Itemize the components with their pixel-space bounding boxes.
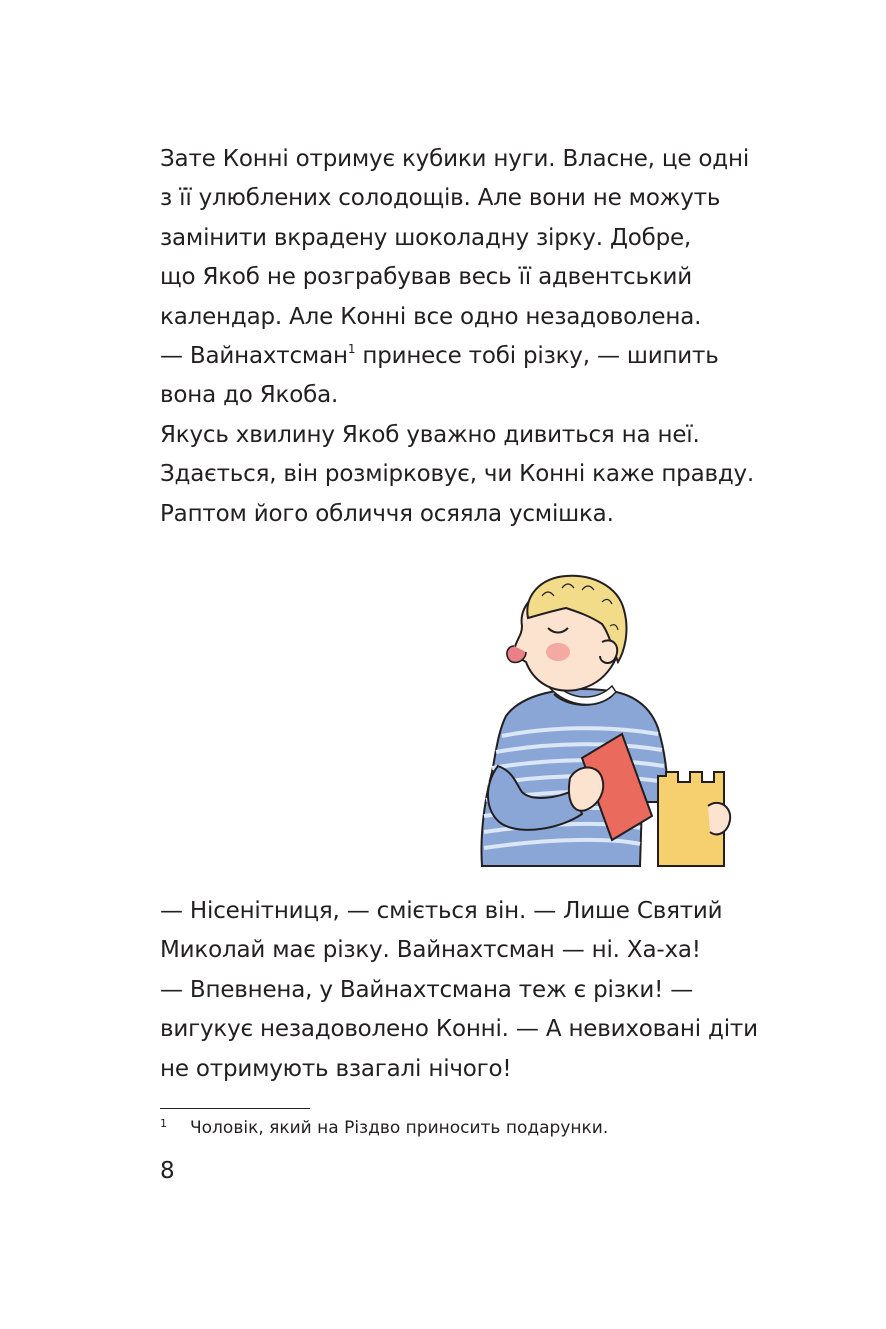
quote-before: — Вайнахтсман bbox=[160, 343, 348, 370]
text-line: календар. Але Конні все одно незадоволена. bbox=[160, 303, 702, 330]
main-text-bottom bbox=[160, 892, 780, 1089]
text-line: вона до Якоба. bbox=[160, 382, 339, 409]
footnote-text: Чоловік, який на Різдво приносить подарунки. bbox=[190, 1118, 609, 1138]
hand-right bbox=[708, 803, 730, 835]
cheek bbox=[546, 643, 570, 661]
text-line: Зате Конні отримує кубики нуги. Власне, це одні bbox=[160, 146, 750, 172]
ear bbox=[600, 640, 617, 663]
text-line: вигукує незадоволено Конні. — А невиховані діти bbox=[160, 1016, 758, 1043]
text-line: Миколай має різку. Вайнахтсман — ні. Ха-ха! bbox=[160, 937, 701, 964]
text-line: замінити вкрадену шоколадну зірку. Добре, bbox=[160, 224, 692, 251]
footnote-reference[interactable]: 1 bbox=[347, 342, 356, 357]
text-line-with-footnote-ref bbox=[160, 337, 780, 376]
page-number: 8 bbox=[160, 1158, 175, 1184]
text-line: — Нісенітниця, — сміється він. — Лише Святий bbox=[160, 898, 723, 924]
text-line: з її улюблених солодощів. Але вони не можуть bbox=[160, 185, 721, 212]
text-line: Якусь хвилину Якоб уважно дивиться на неї. bbox=[160, 421, 700, 448]
text-line: Здається, він розмірковує, чи Конні каже правду. bbox=[160, 461, 755, 488]
boy-illustration bbox=[462, 566, 774, 872]
text-line: Раптом його обличчя осяяла усмішка. bbox=[160, 500, 614, 527]
main-text-top bbox=[160, 140, 780, 534]
footnote-divider bbox=[160, 1108, 310, 1109]
text-line: — Впевнена, у Вайнахтсмана теж є різки! — bbox=[160, 976, 694, 1003]
quote-after: принесе тобі різку, — шипить bbox=[355, 343, 719, 370]
footnote: 1 Чоловік, який на Різдво приносить подарунки. bbox=[160, 1117, 609, 1138]
text-line: що Якоб не розграбував весь її адвентський bbox=[160, 264, 693, 291]
text-line: не отримують взагалі нічого! bbox=[160, 1055, 512, 1082]
